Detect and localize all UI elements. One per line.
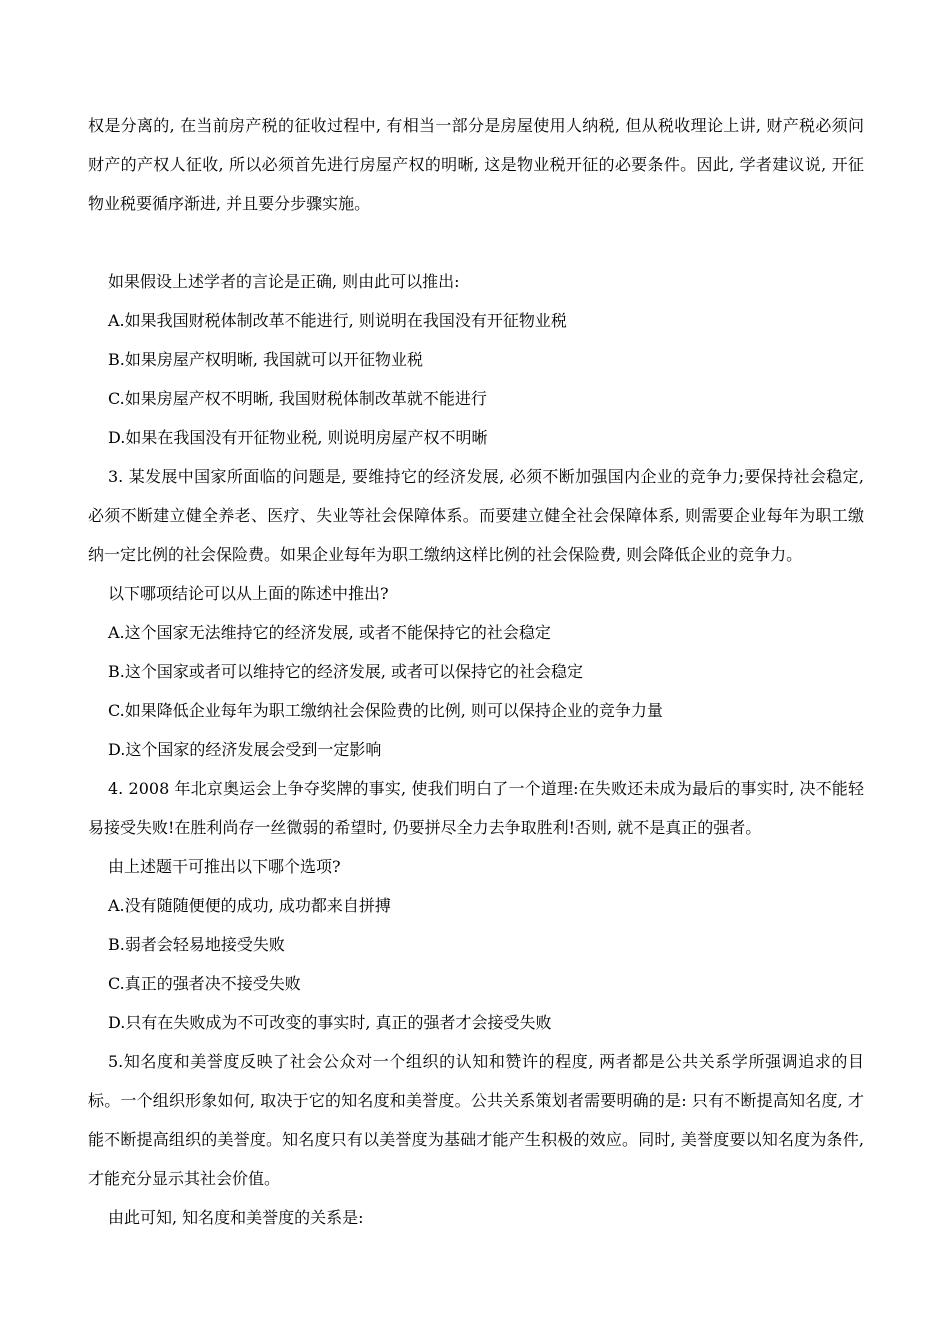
question-4-option-d: D.只有在失败成为不可改变的事实时, 真正的强者才会接受失败: [108, 1013, 552, 1032]
question-3-option-c: C.如果降低企业每年为职工缴纳社会保险费的比例, 则可以保持企业的竞争力量: [108, 701, 663, 720]
question-2-option-b: B.如果房屋产权明晰, 我国就可以开征物业税: [108, 350, 424, 369]
question-4-option-b: B.弱者会轻易地接受失败: [108, 935, 285, 954]
question-4-passage: 4. 2008 年北京奥运会上争夺奖牌的事实, 使我们明白了一个道理:在失败还未成为最后的事实时, 决不能轻易接受失败!在胜利尚存一丝微弱的希望时, 仍要拼尽全力去争取胜利!否则, 就不是真正的强者。: [88, 779, 864, 837]
question-3-passage: 3. 某发展中国家所面临的问题是, 要维持它的经济发展, 必须不断加强国内企业的竞争力;要保持社会稳定, 必须不断建立健全养老、医疗、失业等社会保障体系。而要建立健全社会保障体系, 则需要企业每年为职工缴纳一定比例的社会保险费。如果企业每年为职工缴纳这样比例的社会保险费, 则会降低企业的竞争力。: [88, 467, 864, 564]
question-3-stem: 以下哪项结论可以从上面的陈述中推出?: [108, 584, 389, 603]
question-3-option-b: B.这个国家或者可以维持它的经济发展, 或者可以保持它的社会稳定: [108, 662, 584, 681]
question-2-option-d: D.如果在我国没有开征物业税, 则说明房屋产权不明晰: [108, 428, 488, 447]
question-4-option-a: A.没有随随便便的成功, 成功都来自拼搏: [108, 896, 391, 915]
paragraph-intro-continuation: 权是分离的, 在当前房产税的征收过程中, 有相当一部分是房屋使用人纳税, 但从税收理论上讲, 财产税必须问财产的产权人征收, 所以必须首先进行房屋产权的明晰, 这是物业税开征的必要条件。因此, 学者建议说, 开征物业税要循序渐进, 并且要分步骤实施。: [88, 116, 864, 213]
question-2-option-c: C.如果房屋产权不明晰, 我国财税体制改革就不能进行: [108, 389, 487, 408]
question-4-option-c: C.真正的强者决不接受失败: [108, 974, 301, 993]
question-2-option-a: A.如果我国财税体制改革不能进行, 则说明在我国没有开征物业税: [108, 311, 567, 330]
question-3-option-a: A.这个国家无法维持它的经济发展, 或者不能保持它的社会稳定: [108, 623, 551, 642]
question-5-stem: 由此可知, 知名度和美誉度的关系是:: [108, 1208, 364, 1227]
question-4-stem: 由上述题干可推出以下哪个选项?: [108, 857, 341, 876]
question-5-passage: 5.知名度和美誉度反映了社会公众对一个组织的认知和赞许的程度, 两者都是公共关系学所强调追求的目标。一个组织形象如何, 取决于它的知名度和美誉度。公共关系策划者需要明确的是: 只有不断提高知名度, 才能不断提高组织的美誉度。知名度只有以美誉度为基础才能产生积极的效应。同时, 美誉度要以知名度为条件, 才能充分显示其社会价值。: [88, 1052, 864, 1188]
question-3-option-d: D.这个国家的经济发展会受到一定影响: [108, 740, 382, 759]
question-2-stem: 如果假设上述学者的言论是正确, 则由此可以推出:: [108, 272, 460, 291]
